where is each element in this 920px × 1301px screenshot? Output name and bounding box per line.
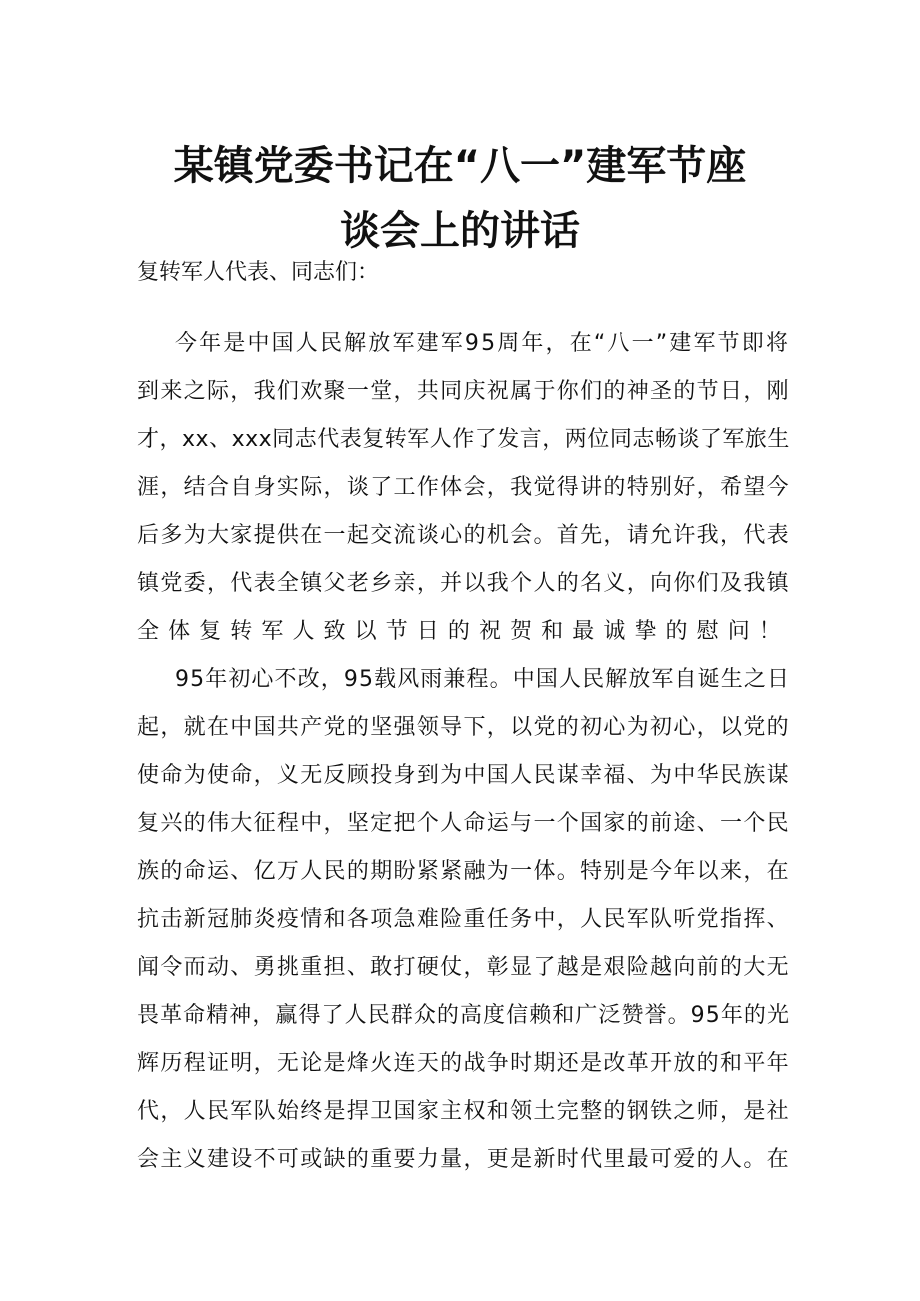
document-title-line-2: 谈会上的讲话 — [340, 208, 580, 254]
salutation: 复转军人代表、同志们： — [137, 260, 380, 285]
paragraph-1-line: 今年是中国人民解放军建军95周年，在“八一”建军节即将 — [175, 331, 791, 356]
paragraph-2-line: 抗击新冠肺炎疫情和各项急难险重任务中，人民军队听党指挥、 — [137, 907, 790, 932]
paragraph-1-line: 才，xx、xxx同志代表复转军人作了发言，两位同志畅谈了军旅生 — [137, 427, 790, 452]
paragraph-2-line: 闻令而动、勇挑重担、敢打硬仗，彰显了越是艰险越向前的大无 — [137, 955, 790, 980]
paragraph-1-line: 镇党委，代表全镇父老乡亲，并以我个人的名义，向你们及我镇 — [137, 571, 790, 596]
paragraph-1-line: 涯，结合自身实际，谈了工作体会，我觉得讲的特别好，希望今 — [137, 475, 790, 500]
paragraph-2-line: 畏革命精神，赢得了人民群众的高度信赖和广泛赞誉。95年的光 — [137, 1003, 791, 1028]
paragraph-2-line: 辉历程证明，无论是烽火连天的战争时期还是改革开放的和平年 — [137, 1051, 790, 1076]
paragraph-2-line: 代，人民军队始终是捍卫国家主权和领土完整的钢铁之师，是社 — [137, 1099, 790, 1124]
paragraph-2-line: 族的命运、亿万人民的期盼紧紧融为一体。特别是今年以来，在 — [137, 859, 790, 884]
document-title-line-1: 某镇党委书记在“八一”建军节座 — [173, 143, 747, 189]
paragraph-1-line: 到来之际，我们欢聚一堂，共同庆祝属于你们的神圣的节日，刚 — [137, 379, 790, 404]
paragraph-2-line: 使命为使命，义无反顾投身到为中国人民谋幸福、为中华民族谋 — [137, 763, 790, 788]
paragraph-2-line: 会主义建设不可或缺的重要力量，更是新时代里最可爱的人。在 — [137, 1147, 790, 1172]
paragraph-2-line: 复兴的伟大征程中，坚定把个人命运与一个国家的前途、一个民 — [137, 811, 790, 836]
paragraph-1-line: 全体复转军人致以节日的祝贺和最诚挚的慰问！ — [137, 619, 790, 644]
paragraph-2-line: 起，就在中国共产党的坚强领导下，以党的初心为初心，以党的 — [137, 715, 790, 740]
paragraph-2-line: 95年初心不改，95载风雨兼程。中国人民解放军自诞生之日 — [175, 667, 791, 692]
paragraph-1-line: 后多为大家提供在一起交流谈心的机会。首先，请允许我，代表 — [137, 523, 790, 548]
